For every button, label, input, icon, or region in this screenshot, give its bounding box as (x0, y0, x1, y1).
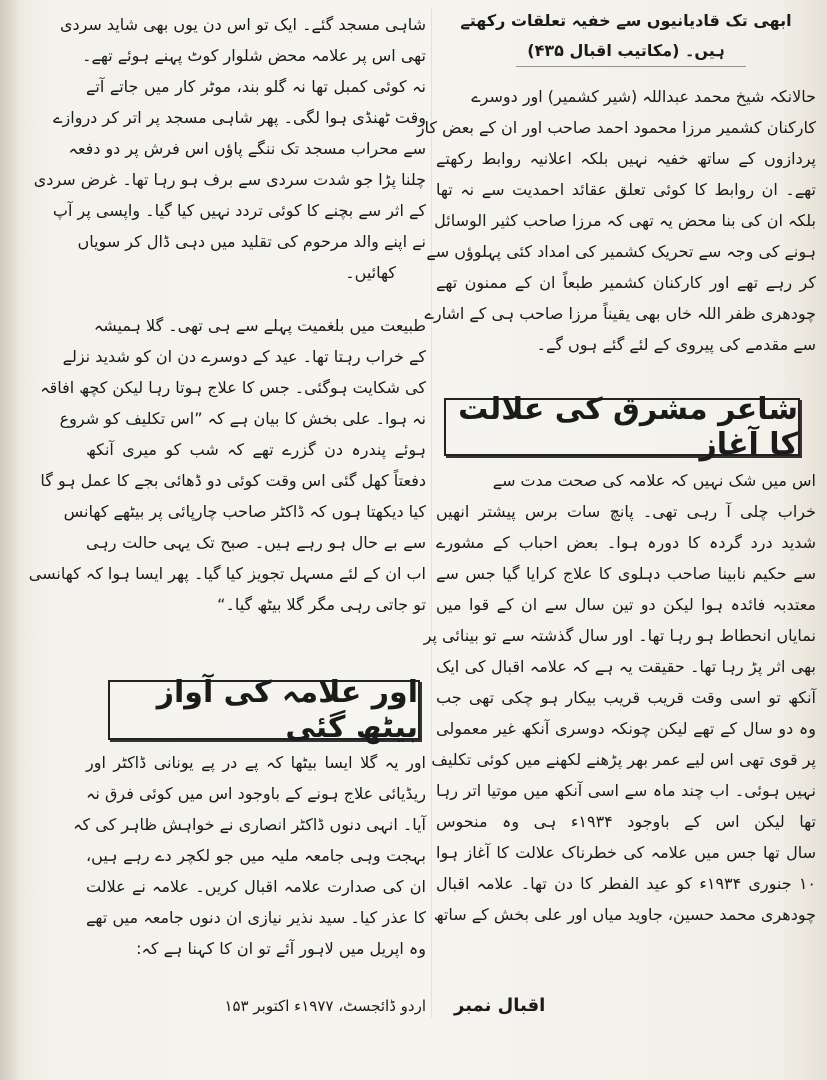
left-para2-line-9: اب ان کے لئے مسہل تجویز کیا گیا۔ پھر ایسا ہوا کہ کھانسی (28, 564, 426, 583)
right-para2-line-7: بھی اثر پڑ رہا تھا۔ حقیقت یہ ہے کہ علامہ اقبال کی ایک (436, 657, 816, 676)
right-line-3: حالانکہ شیخ محمد عبداللہ (شیر کشمیر) اور دوسرے (471, 87, 816, 106)
quote-underline (516, 66, 746, 67)
left-para3-line-1: اور یہ گلا ایسا بیٹھا کہ پے در پے یونانی ڈاکٹر اور (86, 753, 426, 772)
left-para3-line-3: آیا۔ انہی دنوں ڈاکٹر انصاری نے خواہش ظاہر کی کہ (73, 815, 426, 834)
right-line-4: کارکنان کشمیر مرزا محمود احمد صاحب اور ان کے بعض کار (416, 118, 816, 137)
right-line-2: ہیں۔ (مکاتیب اقبال ۴۳۵) (527, 41, 725, 60)
right-column (416, 0, 817, 1080)
page-footer-magazine-issue: اقبال نمبر (454, 995, 546, 1016)
right-line-1: ابھی تک قادیانیوں سے خفیہ تعلقات رکھتے (460, 11, 792, 30)
section-heading-illness-onset: شاعر مشرق کی علالت کا آغاز (444, 398, 800, 456)
left-line-6: چلنا پڑا جو شدت سردی سے برف ہو رہا تھا۔ غرض سردی (33, 170, 426, 189)
right-line-9: کر رہے تھے اور کارکنان کشمیر طبعاً ان کے ممنون تھے (436, 273, 816, 292)
right-para2-line-15: چودھری محمد حسین، جاوید میاں اور علی بخش کے ساتھ (433, 905, 816, 924)
left-para2-line-10: تو جاتی رہی مگر گلا بیٹھ گیا۔“ (217, 595, 426, 614)
section-heading-voice-lost: اور علامہ کی آواز بیٹھ گئی (108, 680, 420, 740)
left-line-7: کے اثر سے بچنے کا کوئی تردد نہیں کیا گیا۔ واپسی پر آپ (52, 201, 426, 220)
right-para2-line-10: پر قوی تھی اس لیے عمر بھر پڑھنے لکھنے میں کوئی تکلیف (431, 750, 816, 769)
column-divider (431, 8, 432, 1018)
right-para2-line-1: اس میں شک نہیں کہ علامہ کی صحت مدت سے (492, 471, 816, 490)
left-para2-line-1: طبیعت میں بلغمیت پہلے سے ہی تھی۔ گلا ہمیشہ (93, 316, 426, 335)
right-para2-line-6: نمایاں انحطاط ہو رہا تھا۔ اور سال گذشتہ سے تو بینائی پر (423, 626, 816, 645)
left-line-2: تھی اس پر علامہ محض شلوار کوٹ پہنے ہوئے تھے۔ (82, 46, 426, 65)
right-line-5: پردازوں کے ساتھ خفیہ نہیں بلکہ اعلانیہ روابط رکھتے (436, 149, 816, 168)
left-line-3: نہ کوئی کمبل تھا نہ گلو بند، موٹر کار میں جاتے آتے (86, 77, 426, 96)
left-para2-line-6: دفعتاً کھل گئی اس وقت کوئی دو ڈھائی بجے کا عمل ہو گا (40, 471, 426, 490)
right-para2-line-5: معتدبہ فائدہ ہوا لیکن دو تین سال سے ان کے قوا میں (436, 595, 817, 614)
left-line-1: شاہی مسجد گئے۔ ایک تو اس دن یوں بھی شاید سردی (59, 15, 426, 34)
left-para3-line-2: ریڈیائی علاج ہونے کے باوجود اس میں کوئی فرق نہ (86, 784, 426, 803)
right-line-7: بلکہ ان کی بنا محض یہ تھی کہ مرزا صاحب کثیر الوسائل (434, 211, 816, 230)
right-line-6: تھے۔ ان روابط کا کوئی تعلق عقائد احمدیت سے نہ تھا (436, 180, 816, 199)
left-para2-line-5: ہوئے پندرہ دن گزرے تھے کہ شب کو میری آنکھ (86, 440, 426, 459)
right-para2-line-12: تھا لیکن اس کے باوجود ۱۹۳۴ء ہی وہ منحوس (436, 812, 816, 831)
left-para2-line-4: نہ ہوا۔ علی بخش کا بیان ہے کہ ”اس تکلیف کو شروع (59, 409, 426, 428)
left-para3-line-4: بہجت وہی جامعہ ملیہ میں جو لکچر دے رہے ہیں، (86, 846, 426, 865)
right-para2-line-3: شدید درد گردہ کا دورہ ہوا۔ بعض احباب کے مشورے (436, 533, 816, 552)
left-line-4: وقت ٹھنڈی ہوا لگی۔ پھر شاہی مسجد پر اتر کر دروازے (53, 108, 426, 127)
right-para2-line-8: آنکھ تو اسی وقت قریب قریب بیکار ہو چکی تھی جب (436, 688, 816, 707)
left-para2-line-2: کے خراب رہتا تھا۔ عید کے دوسرے دن ان کو شدید نزلے (62, 347, 426, 366)
right-para2-line-11: نہیں ہوئی۔ اب چند ماہ سے اسی آنکھ میں موتیا اتر رہا (436, 781, 816, 800)
right-para2-line-9: وہ دو سال کے تھے لیکن چونکہ دوسری آنکھ غیر معمولی (436, 719, 816, 738)
left-para3-line-6: کا عذر کیا۔ سید نذیر نیازی ان دنوں جامعہ میں تھے (86, 908, 426, 927)
left-column (28, 0, 426, 1080)
left-line-9: کھائیں۔ (345, 263, 396, 282)
right-line-8: ہونے کی وجہ سے تحریک کشمیر کی امداد کئی پہلوؤں سے (426, 242, 816, 261)
left-para2-line-8: سے بے حال ہو رہے ہیں۔ صبح تک یہی حالت رہی (86, 533, 426, 552)
right-para2-line-4: سے حکیم نابینا صاحب دہلوی کا علاج کرایا گیا جس سے (436, 564, 816, 583)
left-para3-line-7: وہ اپریل میں لاہور آئے تو ان کا کہنا ہے کہ: (136, 939, 426, 958)
left-line-8: نے اپنے والد مرحوم کی تقلید میں دہی ڈال کر سویاں (77, 232, 426, 251)
left-para3-line-5: ان کی صدارت علامہ اقبال کریں۔ علامہ نے علالت (86, 877, 426, 896)
right-line-10: چودھری ظفر اللہ خاں بھی یقیناً مرزا صاحب ہی کے اشارے (424, 304, 816, 323)
left-para2-line-7: کیا دیکھتا ہوں کہ ڈاکٹر صاحب چارپائی پر بیٹھے کھانس (63, 502, 426, 521)
right-line-11: سے مقدمے کی پیروی کے لئے گئے ہوں گے۔ (536, 335, 816, 354)
page-footer-source: اردو ڈائجسٹ، ۱۹۷۷ء اکتوبر ۱۵۳ (224, 997, 426, 1015)
right-para2-line-2: خراب چلی آ رہی تھی۔ پانچ سات برس پیشتر انھیں (436, 502, 816, 521)
right-para2-line-14: ۱۰ جنوری ۱۹۳۴ء کو عید الفطر کا دن تھا۔ علامہ اقبال (436, 874, 817, 893)
page-edge-shadow (0, 0, 20, 1080)
left-para2-line-3: کی شکایت ہوگئی۔ جس کا علاج ہوتا رہا لیکن کچھ افاقہ (40, 378, 426, 397)
right-para2-line-13: سال تھا جس میں علامہ کی خطرناک علالت کا آغاز ہوا (436, 843, 816, 862)
left-line-5: سے محراب مسجد تک ننگے پاؤں اس فرش پر دو دفعہ (68, 139, 426, 158)
